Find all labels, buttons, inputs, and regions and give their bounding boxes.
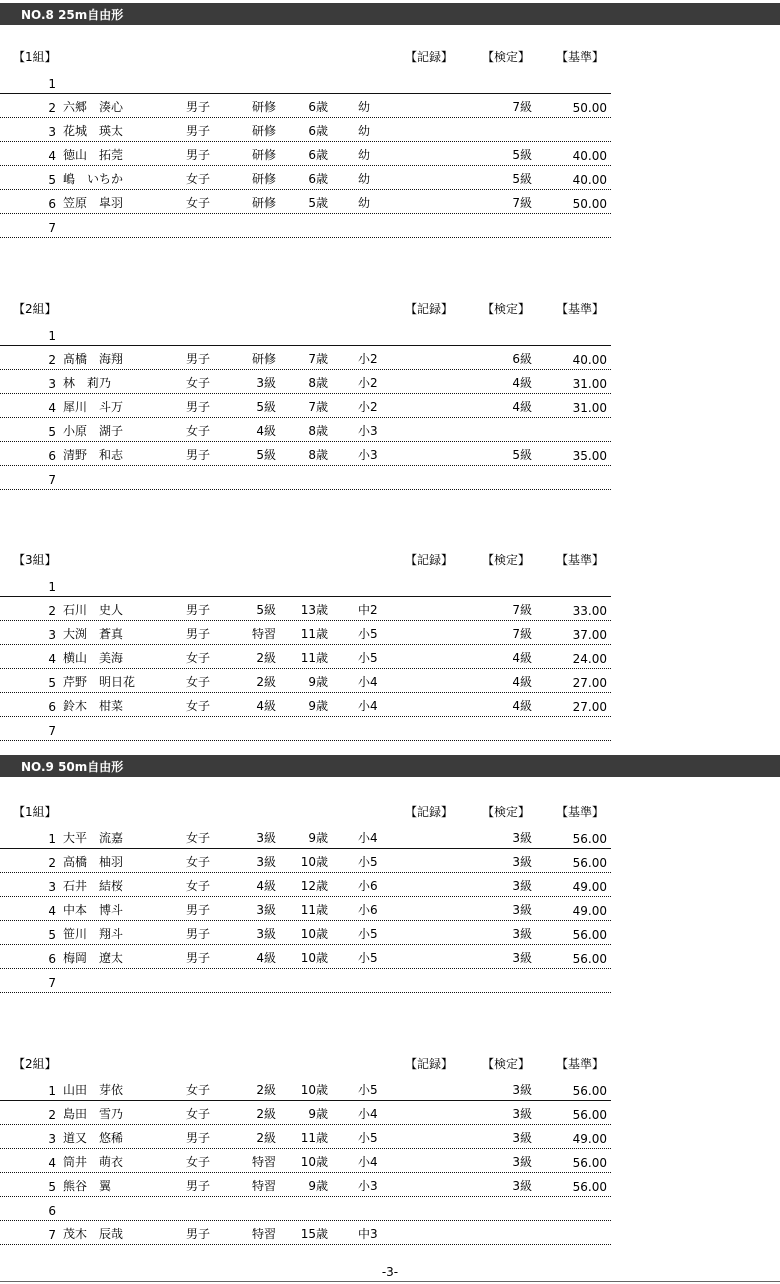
cell-n: 5 — [48, 676, 56, 690]
cell-sex: 女子 — [186, 424, 211, 438]
cell-std: 56.00 — [572, 1108, 607, 1122]
cell-grade: 7級 — [512, 100, 532, 114]
cell-name: 道又 悠稀 — [63, 1131, 124, 1145]
cell-age: 11歳 — [300, 651, 328, 665]
cell-std: 40.00 — [572, 173, 607, 187]
cell-sex: 男子 — [186, 603, 211, 617]
cell-n: 4 — [48, 149, 56, 163]
cell-std: 56.00 — [572, 1180, 607, 1194]
cell-n: 3 — [48, 125, 56, 139]
cell-sex: 女子 — [186, 879, 211, 893]
cell-cls: 4級 — [256, 879, 276, 893]
cell-school: 小4 — [358, 1155, 378, 1169]
cell-name: 筒井 萌衣 — [63, 1155, 124, 1169]
cell-sex: 女子 — [186, 675, 211, 689]
cell-grade: 4級 — [512, 651, 532, 665]
record-header: 【記録】 — [405, 553, 454, 567]
table-row — [0, 190, 611, 214]
cell-school: 小3 — [358, 1179, 378, 1193]
table-row — [0, 849, 611, 873]
cell-grade: 3級 — [512, 855, 532, 869]
cell-cls: 研修 — [251, 124, 276, 138]
cell-name: 島田 雪乃 — [63, 1107, 124, 1121]
cell-std: 49.00 — [572, 904, 607, 918]
cell-cls: 特習 — [251, 627, 276, 641]
cell-n: 4 — [48, 1156, 56, 1170]
cell-school: 小3 — [358, 448, 378, 462]
record-header: 【記録】 — [405, 1057, 454, 1071]
footer-rule — [0, 1281, 780, 1282]
cell-cls: 3級 — [256, 927, 276, 941]
cell-cls: 特習 — [251, 1155, 276, 1169]
cell-school: 小4 — [358, 1107, 378, 1121]
table-row — [0, 1173, 611, 1197]
standard-header: 【基準】 — [556, 805, 605, 819]
cell-school: 小5 — [358, 951, 378, 965]
cell-age: 7歳 — [308, 400, 328, 414]
cell-std: 27.00 — [572, 700, 607, 714]
cell-n: 7 — [48, 1228, 56, 1242]
cell-sex: 男子 — [186, 903, 211, 917]
cell-n: 5 — [48, 425, 56, 439]
cell-n: 2 — [48, 856, 56, 870]
cell-age: 11歳 — [300, 1131, 328, 1145]
cell-n: 7 — [48, 724, 56, 738]
cell-age: 9歳 — [308, 1107, 328, 1121]
table-row — [0, 346, 611, 370]
cell-n: 6 — [48, 952, 56, 966]
cell-age: 7歳 — [308, 352, 328, 366]
group-label: 【1組】 — [13, 805, 57, 819]
cell-grade: 4級 — [512, 400, 532, 414]
cell-name: 大平 流嘉 — [63, 831, 124, 845]
cell-school: 小5 — [358, 627, 378, 641]
cell-cls: 3級 — [256, 376, 276, 390]
cell-school: 小5 — [358, 1131, 378, 1145]
table-row — [0, 118, 611, 142]
cell-cls: 5級 — [256, 448, 276, 462]
cell-school: 小5 — [358, 651, 378, 665]
cell-name: 笠原 皐羽 — [63, 196, 124, 210]
cell-name: 茂木 辰哉 — [63, 1227, 124, 1241]
table-row — [0, 394, 611, 418]
cell-cls: 2級 — [256, 1083, 276, 1097]
cell-school: 小2 — [358, 376, 378, 390]
cell-sex: 女子 — [186, 172, 211, 186]
cell-grade: 3級 — [512, 879, 532, 893]
group-header — [0, 1053, 611, 1077]
cell-age: 10歳 — [300, 927, 328, 941]
cell-school: 幼 — [358, 148, 371, 162]
cell-grade: 3級 — [512, 927, 532, 941]
record-header: 【記録】 — [405, 302, 454, 316]
cell-name: 石井 結桜 — [63, 879, 124, 893]
cell-age: 9歳 — [308, 831, 328, 845]
cell-sex: 女子 — [186, 1107, 211, 1121]
cell-name: 石川 史人 — [63, 603, 124, 617]
cell-sex: 女子 — [186, 1155, 211, 1169]
table-row — [0, 466, 611, 490]
cell-age: 9歳 — [308, 699, 328, 713]
cell-name: 大渕 蒼真 — [63, 627, 124, 641]
table-row — [0, 669, 611, 693]
cell-cls: 2級 — [256, 675, 276, 689]
table-row — [0, 645, 611, 669]
standard-header: 【基準】 — [556, 1057, 605, 1071]
table-row — [0, 418, 611, 442]
cell-school: 幼 — [358, 172, 371, 186]
standard-header: 【基準】 — [556, 50, 605, 64]
cell-n: 2 — [48, 353, 56, 367]
cell-std: 50.00 — [572, 101, 607, 115]
table-row — [0, 1149, 611, 1173]
table-row — [0, 717, 611, 741]
cell-name: 小原 湖子 — [63, 424, 124, 438]
cell-name: 梅岡 遼太 — [63, 951, 124, 965]
table-row — [0, 969, 611, 993]
table-row — [0, 597, 611, 621]
cell-sex: 女子 — [186, 831, 211, 845]
cell-std: 40.00 — [572, 353, 607, 367]
cell-grade: 3級 — [512, 1179, 532, 1193]
cell-cls: 研修 — [251, 148, 276, 162]
table-row — [0, 322, 611, 346]
cell-cls: 5級 — [256, 603, 276, 617]
cell-n: 4 — [48, 652, 56, 666]
cell-grade: 7級 — [512, 196, 532, 210]
cell-n: 2 — [48, 604, 56, 618]
cell-age: 6歳 — [308, 172, 328, 186]
cell-name: 髙橋 海翔 — [63, 352, 124, 366]
table-row — [0, 1101, 611, 1125]
table-row — [0, 573, 611, 597]
cell-cls: 特習 — [251, 1227, 276, 1241]
cell-school: 小6 — [358, 879, 378, 893]
cell-school: 中2 — [358, 603, 378, 617]
cell-cls: 4級 — [256, 424, 276, 438]
table-row — [0, 1077, 611, 1101]
cell-sex: 女子 — [186, 376, 211, 390]
cell-age: 12歳 — [300, 879, 328, 893]
cell-age: 13歳 — [300, 603, 328, 617]
cell-n: 6 — [48, 1204, 56, 1218]
standard-header: 【基準】 — [556, 302, 605, 316]
cell-grade: 6級 — [512, 352, 532, 366]
check-header: 【検定】 — [482, 553, 531, 567]
cell-name: 熊谷 翼 — [63, 1179, 112, 1193]
cell-sex: 男子 — [186, 124, 211, 138]
table-row — [0, 1221, 611, 1245]
table-row — [0, 945, 611, 969]
cell-name: 中本 博斗 — [63, 903, 124, 917]
cell-n: 6 — [48, 700, 56, 714]
cell-sex: 男子 — [186, 1227, 211, 1241]
table-row — [0, 825, 611, 849]
cell-grade: 4級 — [512, 376, 532, 390]
cell-cls: 研修 — [251, 172, 276, 186]
cell-name: 清野 和志 — [63, 448, 124, 462]
cell-cls: 3級 — [256, 855, 276, 869]
cell-cls: 2級 — [256, 651, 276, 665]
cell-name: 林 莉乃 — [63, 376, 112, 390]
cell-n: 3 — [48, 1132, 56, 1146]
page-number: -3- — [381, 1265, 399, 1279]
cell-sex: 女子 — [186, 196, 211, 210]
cell-age: 10歳 — [300, 1083, 328, 1097]
cell-school: 小2 — [358, 400, 378, 414]
cell-std: 49.00 — [572, 880, 607, 894]
cell-cls: 2級 — [256, 1131, 276, 1145]
cell-n: 7 — [48, 976, 56, 990]
cell-age: 10歳 — [300, 951, 328, 965]
cell-grade: 5級 — [512, 172, 532, 186]
cell-sex: 男子 — [186, 627, 211, 641]
cell-age: 11歳 — [300, 903, 328, 917]
table-row — [0, 94, 611, 118]
cell-std: 27.00 — [572, 676, 607, 690]
cell-grade: 7級 — [512, 603, 532, 617]
cell-cls: 研修 — [251, 196, 276, 210]
cell-n: 7 — [48, 473, 56, 487]
cell-n: 5 — [48, 1180, 56, 1194]
cell-name: 横山 美海 — [63, 651, 124, 665]
cell-age: 11歳 — [300, 627, 328, 641]
cell-name: 犀川 斗万 — [63, 400, 124, 414]
cell-name: 鈴木 柑菜 — [63, 699, 124, 713]
heat-group — [0, 298, 611, 490]
cell-std: 49.00 — [572, 1132, 607, 1146]
cell-name: 花城 瑛太 — [63, 124, 124, 138]
cell-grade: 3級 — [512, 831, 532, 845]
cell-grade: 3級 — [512, 1107, 532, 1121]
cell-sex: 男子 — [186, 927, 211, 941]
cell-cls: 5級 — [256, 400, 276, 414]
cell-n: 6 — [48, 449, 56, 463]
cell-school: 幼 — [358, 100, 371, 114]
cell-school: 小5 — [358, 927, 378, 941]
cell-school: 小4 — [358, 699, 378, 713]
cell-n: 1 — [48, 77, 56, 91]
record-header: 【記録】 — [405, 805, 454, 819]
heat-group — [0, 46, 611, 238]
cell-std: 31.00 — [572, 401, 607, 415]
cell-sex: 女子 — [186, 651, 211, 665]
cell-age: 9歳 — [308, 675, 328, 689]
table-row — [0, 693, 611, 717]
cell-n: 5 — [48, 173, 56, 187]
cell-age: 6歳 — [308, 148, 328, 162]
cell-age: 15歳 — [300, 1227, 328, 1241]
cell-n: 6 — [48, 197, 56, 211]
cell-n: 1 — [48, 1084, 56, 1098]
cell-school: 中3 — [358, 1227, 378, 1241]
cell-n: 5 — [48, 928, 56, 942]
check-header: 【検定】 — [482, 50, 531, 64]
table-row — [0, 166, 611, 190]
cell-cls: 研修 — [251, 100, 276, 114]
cell-n: 2 — [48, 101, 56, 115]
standard-header: 【基準】 — [556, 553, 605, 567]
table-row — [0, 897, 611, 921]
cell-std: 37.00 — [572, 628, 607, 642]
group-label: 【2組】 — [13, 1057, 57, 1071]
group-label: 【3組】 — [13, 553, 57, 567]
table-row — [0, 873, 611, 897]
cell-sex: 女子 — [186, 855, 211, 869]
cell-n: 1 — [48, 329, 56, 343]
cell-grade: 3級 — [512, 903, 532, 917]
cell-n: 3 — [48, 377, 56, 391]
event-title: NO.8 25m自由形 — [0, 3, 780, 25]
table-row — [0, 1125, 611, 1149]
check-header: 【検定】 — [482, 302, 531, 316]
cell-std: 56.00 — [572, 1084, 607, 1098]
table-row — [0, 921, 611, 945]
cell-cls: 特習 — [251, 1179, 276, 1193]
cell-school: 小5 — [358, 1083, 378, 1097]
cell-name: 山田 芽依 — [63, 1083, 124, 1097]
cell-std: 56.00 — [572, 928, 607, 942]
cell-std: 35.00 — [572, 449, 607, 463]
cell-sex: 男子 — [186, 148, 211, 162]
cell-sex: 男子 — [186, 352, 211, 366]
cell-cls: 3級 — [256, 903, 276, 917]
cell-n: 1 — [48, 580, 56, 594]
cell-n: 3 — [48, 628, 56, 642]
cell-name: 徳山 拓莞 — [63, 148, 124, 162]
cell-age: 9歳 — [308, 1179, 328, 1193]
cell-name: 笹川 翔斗 — [63, 927, 124, 941]
cell-name: 嶋 いちか — [63, 172, 124, 186]
group-header — [0, 298, 611, 322]
cell-cls: 3級 — [256, 831, 276, 845]
table-row — [0, 1197, 611, 1221]
cell-std: 33.00 — [572, 604, 607, 618]
cell-age: 6歳 — [308, 100, 328, 114]
cell-std: 31.00 — [572, 377, 607, 391]
cell-sex: 男子 — [186, 100, 211, 114]
cell-school: 小2 — [358, 352, 378, 366]
table-row — [0, 70, 611, 94]
cell-grade: 3級 — [512, 1131, 532, 1145]
cell-grade: 3級 — [512, 1083, 532, 1097]
cell-cls: 4級 — [256, 699, 276, 713]
cell-school: 幼 — [358, 196, 371, 210]
group-label: 【1組】 — [13, 50, 57, 64]
cell-std: 56.00 — [572, 832, 607, 846]
group-header — [0, 46, 611, 70]
heat-group — [0, 801, 611, 993]
cell-grade: 5級 — [512, 448, 532, 462]
record-header: 【記録】 — [405, 50, 454, 64]
cell-name: 芹野 明日花 — [63, 675, 136, 689]
table-row — [0, 370, 611, 394]
cell-std: 24.00 — [572, 652, 607, 666]
cell-cls: 研修 — [251, 352, 276, 366]
cell-n: 4 — [48, 401, 56, 415]
cell-sex: 男子 — [186, 448, 211, 462]
cell-age: 8歳 — [308, 424, 328, 438]
cell-sex: 女子 — [186, 699, 211, 713]
cell-cls: 4級 — [256, 951, 276, 965]
cell-grade: 4級 — [512, 699, 532, 713]
cell-std: 50.00 — [572, 197, 607, 211]
cell-n: 4 — [48, 904, 56, 918]
group-header — [0, 801, 611, 825]
cell-std: 56.00 — [572, 952, 607, 966]
table-row — [0, 442, 611, 466]
table-row — [0, 214, 611, 238]
cell-school: 小5 — [358, 855, 378, 869]
cell-sex: 男子 — [186, 400, 211, 414]
check-header: 【検定】 — [482, 805, 531, 819]
cell-cls: 2級 — [256, 1107, 276, 1121]
cell-grade: 7級 — [512, 627, 532, 641]
cell-std: 56.00 — [572, 856, 607, 870]
cell-age: 6歳 — [308, 124, 328, 138]
cell-grade: 3級 — [512, 1155, 532, 1169]
table-row — [0, 142, 611, 166]
cell-std: 40.00 — [572, 149, 607, 163]
group-label: 【2組】 — [13, 302, 57, 316]
cell-n: 3 — [48, 880, 56, 894]
cell-sex: 男子 — [186, 1179, 211, 1193]
cell-school: 小6 — [358, 903, 378, 917]
event-title: NO.9 50m自由形 — [0, 755, 780, 777]
table-row — [0, 621, 611, 645]
cell-age: 10歳 — [300, 1155, 328, 1169]
cell-school: 小3 — [358, 424, 378, 438]
cell-age: 8歳 — [308, 376, 328, 390]
cell-sex: 女子 — [186, 1083, 211, 1097]
heat-group — [0, 549, 611, 741]
cell-n: 7 — [48, 221, 56, 235]
cell-n: 1 — [48, 832, 56, 846]
cell-std: 56.00 — [572, 1156, 607, 1170]
cell-age: 5歳 — [308, 196, 328, 210]
cell-name: 六郷 湊心 — [63, 100, 124, 114]
cell-grade: 3級 — [512, 951, 532, 965]
check-header: 【検定】 — [482, 1057, 531, 1071]
cell-sex: 男子 — [186, 1131, 211, 1145]
cell-grade: 5級 — [512, 148, 532, 162]
heat-group — [0, 1053, 611, 1245]
cell-school: 幼 — [358, 124, 371, 138]
cell-school: 小4 — [358, 831, 378, 845]
cell-age: 8歳 — [308, 448, 328, 462]
cell-name: 高橋 柚羽 — [63, 855, 124, 869]
cell-school: 小4 — [358, 675, 378, 689]
cell-n: 2 — [48, 1108, 56, 1122]
cell-sex: 男子 — [186, 951, 211, 965]
cell-age: 10歳 — [300, 855, 328, 869]
group-header — [0, 549, 611, 573]
cell-grade: 4級 — [512, 675, 532, 689]
